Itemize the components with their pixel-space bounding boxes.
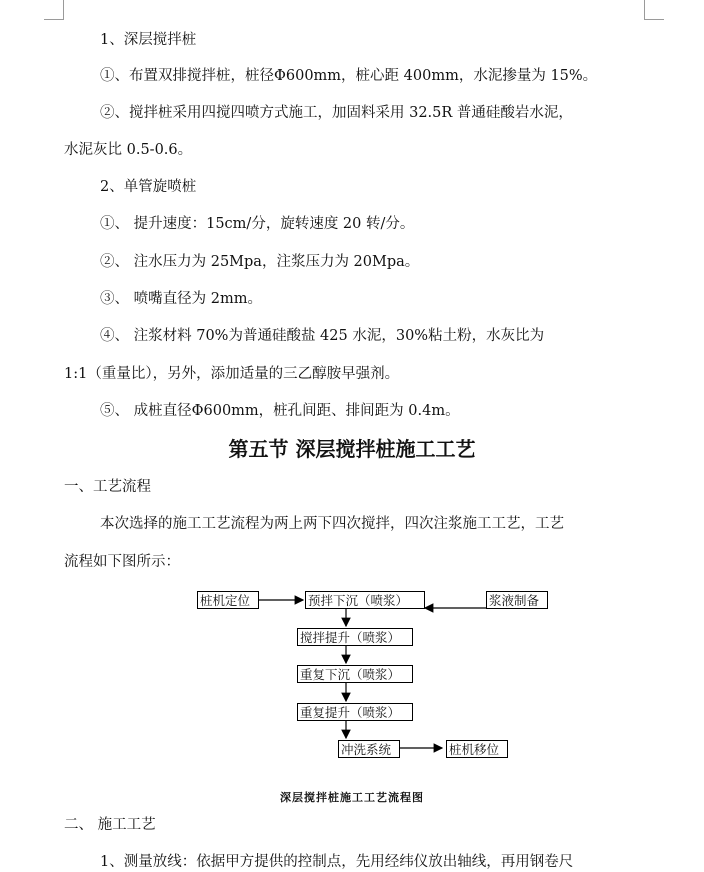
paragraph-item-1: ①、布置双排搅拌桩，桩径Φ600mm，桩心距 400mm，水泥掺量为 15%。 bbox=[100, 68, 598, 84]
paragraph-process-intro: 本次选择的施工工艺流程为两上两下四次搅拌，四次注浆施工工艺，工艺 bbox=[100, 516, 564, 532]
paragraph-process-intro-cont: 流程如下图所示： bbox=[64, 554, 180, 570]
flow-box-flush-system: 冲洗系统 bbox=[338, 740, 400, 758]
paragraph-item-2-cont: 水泥灰比 0.5-0.6。 bbox=[64, 142, 193, 158]
flow-box-repeat-lift: 重复提升（喷浆） bbox=[297, 703, 413, 721]
flow-box-pile-positioning: 桩机定位 bbox=[197, 591, 259, 609]
paragraph-grout-material: ④、 注浆材料 70%为普通硅酸盐 425 水泥，30%粘土粉，水灰比为 bbox=[100, 328, 545, 344]
paragraph-grout-material-cont: 1:1（重量比），另外，添加适量的三乙醇胺早强剂。 bbox=[64, 366, 400, 382]
section-title: 第五节 深层搅拌桩施工工艺 bbox=[228, 437, 476, 461]
heading-deep-mixing-pile: 1、深层搅拌桩 bbox=[100, 32, 197, 48]
heading-jet-grouting-pile: 2、单管旋喷桩 bbox=[100, 179, 197, 195]
flow-box-mix-lift: 搅拌提升（喷浆） bbox=[297, 628, 413, 646]
heading-process-flow: 一、工艺流程 bbox=[64, 479, 151, 495]
paragraph-nozzle: ③、 喷嘴直径为 2mm。 bbox=[100, 291, 262, 307]
flow-box-pre-mix-sink: 预拌下沉（喷浆） bbox=[305, 591, 425, 609]
paragraph-item-2: ②、搅拌桩采用四搅四喷方式施工，加固料采用 32.5R 普通硅酸岩水泥， bbox=[100, 105, 573, 121]
paragraph-survey-layout: 1、测量放线：依据甲方提供的控制点，先用经纬仪放出轴线，再用钢卷尺 bbox=[100, 854, 574, 870]
paragraph-pressure: ②、 注水压力为 25Mpa，注浆压力为 20Mpa。 bbox=[100, 254, 420, 270]
flowchart-caption: 深层搅拌桩施工工艺流程图 bbox=[280, 791, 424, 804]
paragraph-lift-speed: ①、 提升速度：15cm/分，旋转速度 20 转/分。 bbox=[100, 216, 415, 232]
heading-construction-process: 二、 施工工艺 bbox=[64, 817, 156, 833]
flow-box-repeat-sink: 重复下沉（喷浆） bbox=[297, 665, 413, 683]
flow-box-slurry-prep: 浆液制备 bbox=[486, 591, 548, 609]
flow-box-rig-relocate: 桩机移位 bbox=[446, 740, 508, 758]
paragraph-pile-diameter: ⑤、 成桩直径Φ600mm，桩孔间距、排间距为 0.4m。 bbox=[100, 403, 460, 419]
